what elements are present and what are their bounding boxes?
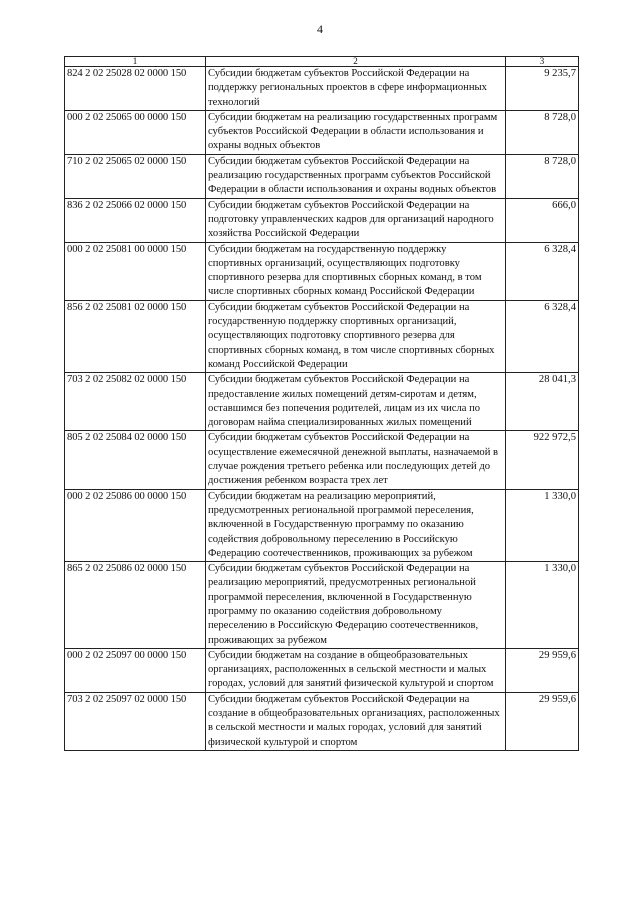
- income-name: Субсидии бюджетам субъектов Российской Федерации на поддержку региональных проектов в сфере информационных технологий: [206, 67, 506, 111]
- header-row: [65, 57, 579, 67]
- amount: 1 330,0: [506, 562, 579, 649]
- column-header-code: 1: [65, 57, 206, 67]
- budget-code: 856 2 02 25081 02 0000 150: [65, 300, 206, 372]
- table-row: [65, 242, 579, 300]
- budget-table: [64, 56, 579, 751]
- amount: 28 041,3: [506, 373, 579, 431]
- budget-code: 805 2 02 25084 02 0000 150: [65, 431, 206, 489]
- table-row: [65, 110, 579, 154]
- budget-code: 703 2 02 25082 02 0000 150: [65, 373, 206, 431]
- income-name: Субсидии бюджетам субъектов Российской Федерации на реализацию государственных программ субъектов Российской Федерации в области использования и охраны водных объектов: [206, 154, 506, 198]
- budget-code: 836 2 02 25066 02 0000 150: [65, 198, 206, 242]
- table-row: [65, 198, 579, 242]
- amount: 6 328,4: [506, 242, 579, 300]
- income-name: Субсидии бюджетам субъектов Российской Федерации на создание в общеобразовательных организациях, расположенных в сельской местности и малых городах, условий для занятий физической культурой и спортом: [206, 692, 506, 750]
- table-row: [65, 300, 579, 372]
- amount: 666,0: [506, 198, 579, 242]
- income-name: Субсидии бюджетам на создание в общеобразовательных организациях, расположенных в сельской местности и малых городах, условий для занятий физической культурой и спортом: [206, 648, 506, 692]
- table-row: [65, 648, 579, 692]
- amount: 29 959,6: [506, 648, 579, 692]
- income-name: Субсидии бюджетам на государственную поддержку спортивных организаций, осуществляющих подготовку спортивного резерва для спортивных сборных команд, в том числе спортивных сборных команд Российской Федерации: [206, 242, 506, 300]
- table-row: [65, 431, 579, 489]
- table-row: [65, 562, 579, 649]
- budget-code: 000 2 02 25086 00 0000 150: [65, 489, 206, 561]
- table-row: [65, 692, 579, 750]
- budget-code: 000 2 02 25097 00 0000 150: [65, 648, 206, 692]
- amount: 8 728,0: [506, 154, 579, 198]
- income-name: Субсидии бюджетам на реализацию государственных программ субъектов Российской Федерации в области использования и охраны водных объектов: [206, 110, 506, 154]
- amount: 922 972,5: [506, 431, 579, 489]
- budget-code: 710 2 02 25065 02 0000 150: [65, 154, 206, 198]
- budget-code: 000 2 02 25081 00 0000 150: [65, 242, 206, 300]
- table-row: [65, 489, 579, 561]
- income-name: Субсидии бюджетам субъектов Российской Федерации на государственную поддержку спортивных организаций, осуществляющих подготовку спортивного резерва для спортивных сборных команд, в том числе спортивных сборных команд Российской Федерации: [206, 300, 506, 372]
- table-row: [65, 373, 579, 431]
- table-row: [65, 67, 579, 111]
- table-row: [65, 154, 579, 198]
- budget-code: 703 2 02 25097 02 0000 150: [65, 692, 206, 750]
- income-name: Субсидии бюджетам субъектов Российской Федерации на подготовку управленческих кадров для организаций народного хозяйства Российской Федерации: [206, 198, 506, 242]
- income-name: Субсидии бюджетам субъектов Российской Федерации на осуществление ежемесячной денежной выплаты, назначаемой в случае рождения третьего ребенка или последующих детей до достижения ребенком возраста трех лет: [206, 431, 506, 489]
- budget-code: 824 2 02 25028 02 0000 150: [65, 67, 206, 111]
- budget-code: 000 2 02 25065 00 0000 150: [65, 110, 206, 154]
- amount: 8 728,0: [506, 110, 579, 154]
- column-header-name: 2: [206, 57, 506, 67]
- column-header-amount: 3: [506, 57, 579, 67]
- amount: 9 235,7: [506, 67, 579, 111]
- amount: 1 330,0: [506, 489, 579, 561]
- budget-code: 865 2 02 25086 02 0000 150: [65, 562, 206, 649]
- amount: 29 959,6: [506, 692, 579, 750]
- amount: 6 328,4: [506, 300, 579, 372]
- income-name: Субсидии бюджетам субъектов Российской Федерации на реализацию мероприятий, предусмотренных региональной программой переселения, включенной в Государственную программу по оказанию содействия добровольному переселению в Российскую Федерацию соотечественников, проживающих за рубежом: [206, 562, 506, 649]
- page-number: 4: [317, 22, 323, 36]
- income-name: Субсидии бюджетам субъектов Российской Федерации на предоставление жилых помещений детям-сиротам и детям, оставшимся без попечения родителей, лицам из их числа по договорам найма специализированных жилых помещений: [206, 373, 506, 431]
- income-name: Субсидии бюджетам на реализацию мероприятий, предусмотренных региональной программой переселения, включенной в Государственную программу по оказанию содействия добровольному переселению в Российскую Федерацию соотечественников, проживающих за рубежом: [206, 489, 506, 561]
